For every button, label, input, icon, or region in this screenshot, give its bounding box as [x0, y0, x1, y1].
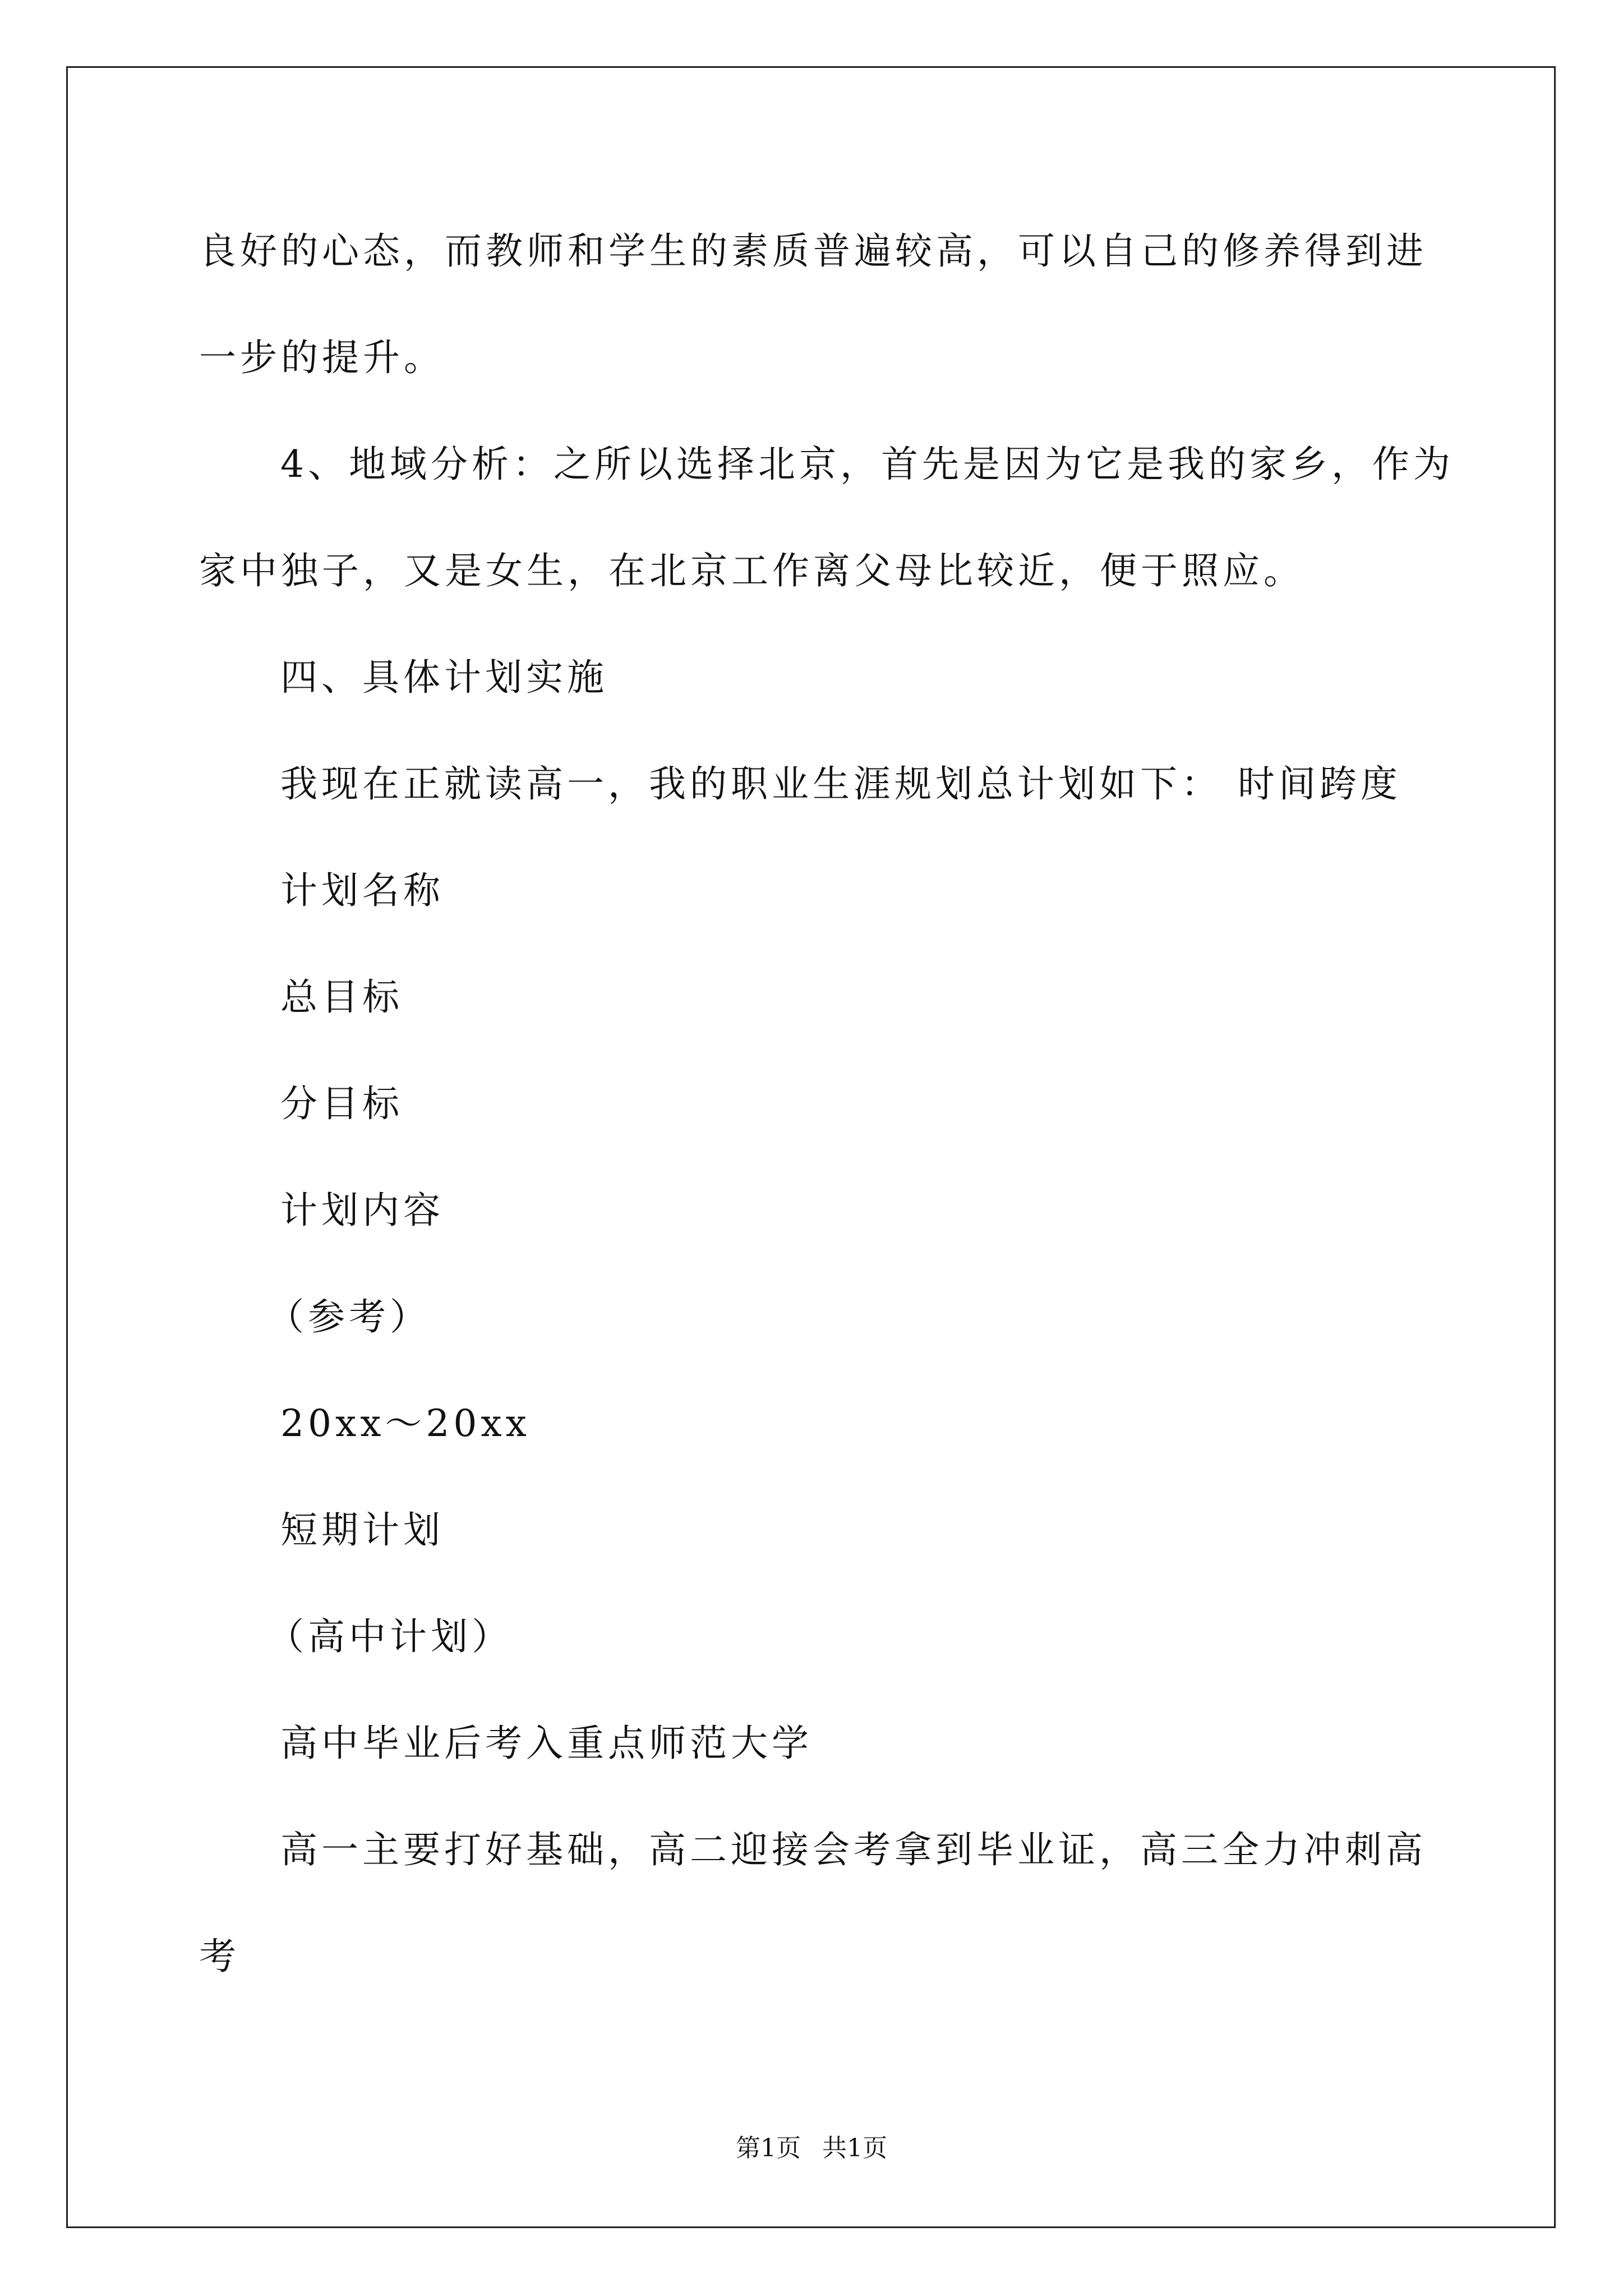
page-border [66, 66, 1556, 2228]
page-number-total: 共1页 [822, 2134, 887, 2162]
paragraph-line: 良好的心态，而教师和学生的素质普遍较高，可以自己的修养得到进 [199, 229, 1427, 273]
paragraph-line: 总目标 [280, 976, 403, 1019]
page-footer [0, 2132, 1623, 2165]
paragraph-line: 分目标 [280, 1082, 403, 1125]
paragraph-line: 计划内容 [280, 1189, 444, 1232]
section-heading: 四、具体计划实施 [280, 656, 608, 699]
paragraph-line: 高一主要打好基础，高二迎接会考拿到毕业证，高三全力冲刺高 [280, 1828, 1427, 1871]
page-number-current: 第1页 [736, 2134, 801, 2162]
paragraph-line: 一步的提升。 [199, 336, 445, 379]
paragraph-line: 4、地域分析：之所以选择北京，首先是因为它是我的家乡，作为 [280, 443, 1454, 486]
paragraph-line: （参考） [267, 1295, 431, 1338]
paragraph-line: 20xx～20xx [280, 1402, 531, 1445]
paragraph-line: 短期计划 [280, 1508, 444, 1552]
paragraph-line: （高中计划） [267, 1615, 513, 1658]
paragraph-line: 高中毕业后考入重点师范大学 [280, 1722, 813, 1765]
paragraph-line: 计划名称 [280, 869, 444, 912]
paragraph-line: 我现在正就读高一，我的职业生涯规划总计划如下： 时间跨度 [280, 762, 1401, 806]
paragraph-line: 考 [199, 1935, 240, 1978]
paragraph-line: 家中独子，又是女生，在北京工作离父母比较近，便于照应。 [199, 549, 1304, 592]
